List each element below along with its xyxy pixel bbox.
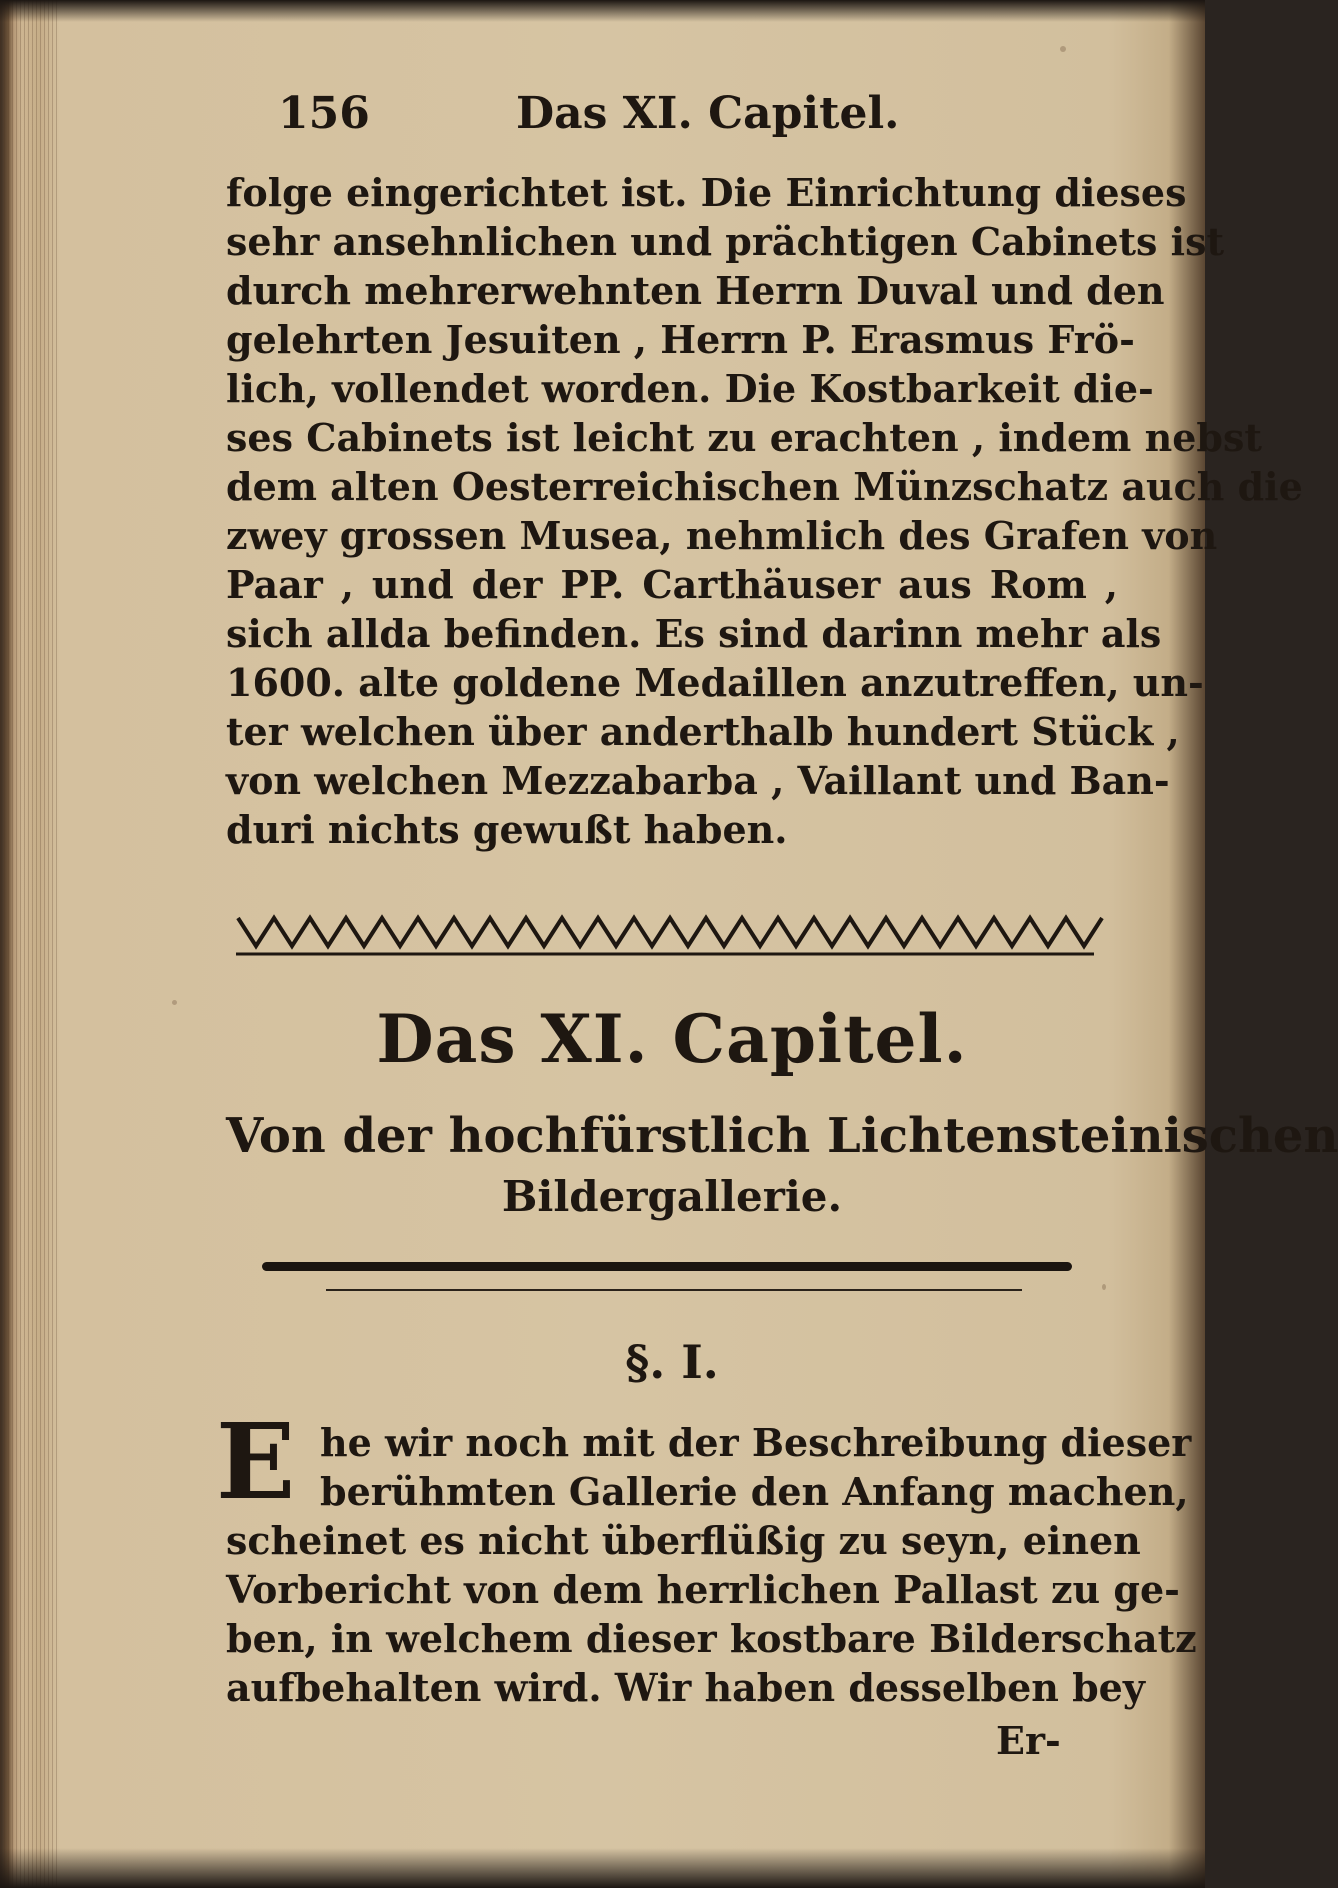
text-line: von welchen Mezzabarba , Vaillant und Ban-	[226, 758, 1170, 803]
chapter-subtitle-2: Bildergallerie.	[501, 1172, 843, 1221]
text-line: Paar , und der PP. Carthäuser aus Rom ,	[226, 562, 1118, 607]
text-line: Vorbericht von dem herrlichen Pallast zu ge-	[226, 1567, 1180, 1612]
text-line: ses Cabinets ist leicht zu erachten , indem nebst	[226, 415, 1262, 460]
ornamental-border	[234, 908, 1096, 958]
paper-spot	[1060, 46, 1066, 52]
running-head: Das XI. Capitel.	[516, 88, 900, 139]
text-line: dem alten Oesterreichischen Münzschatz auch die	[226, 464, 1303, 509]
text-line: duri nichts gewußt haben.	[226, 807, 788, 852]
top-shadow	[0, 0, 1205, 22]
bottom-shadow	[0, 1848, 1205, 1888]
text-line: scheinet es nicht überflüßig zu seyn, einen	[226, 1518, 1141, 1563]
paragraph-1	[226, 168, 1303, 854]
thick-rule	[262, 1262, 1072, 1271]
text-line: durch mehrerwehnten Herrn Duval und den	[226, 268, 1165, 313]
page-header	[226, 88, 1118, 148]
text-line: zwey grossen Musea, nehmlich des Grafen von	[226, 513, 1218, 558]
text-line: folge eingerichtet ist. Die Einrichtung dieses	[226, 170, 1187, 215]
text-line: ter welchen über anderthalb hundert Stück ,	[226, 709, 1180, 754]
section-mark: §. I.	[625, 1335, 719, 1389]
text-line: sehr ansehnlichen und prächtigen Cabinets ist	[226, 219, 1225, 264]
paper-spot	[172, 1000, 177, 1005]
paragraph-2	[216, 1400, 1197, 1712]
text-line: berühmten Gallerie den Anfang machen,	[320, 1469, 1189, 1514]
page-edges	[0, 0, 58, 1888]
text-line: 1600. alte goldene Medaillen anzutreffen, un-	[226, 660, 1204, 705]
text-line: lich, vollendet worden. Die Kostbarkeit die-	[226, 366, 1154, 411]
paper-spot	[1102, 1284, 1106, 1290]
chapter-title: Das XI. Capitel.	[376, 1000, 968, 1078]
thin-rule	[326, 1289, 1022, 1291]
page-number: 156	[278, 88, 370, 139]
text-line: he wir noch mit der Beschreibung dieser	[320, 1420, 1192, 1465]
chapter-subtitle: Von der hochfürstlich Lichtensteinischen	[226, 1108, 1338, 1164]
catchword: Er-	[996, 1718, 1061, 1763]
text-line: aufbehalten wird. Wir haben desselben bey	[226, 1665, 1145, 1710]
text-line: gelehrten Jesuiten , Herrn P. Erasmus Frö-	[226, 317, 1135, 362]
text-line: sich allda befinden. Es sind darinn mehr als	[226, 611, 1162, 656]
text-line: ben, in welchem dieser kostbare Bilderschatz	[226, 1616, 1197, 1661]
drop-cap: E	[216, 1400, 296, 1523]
